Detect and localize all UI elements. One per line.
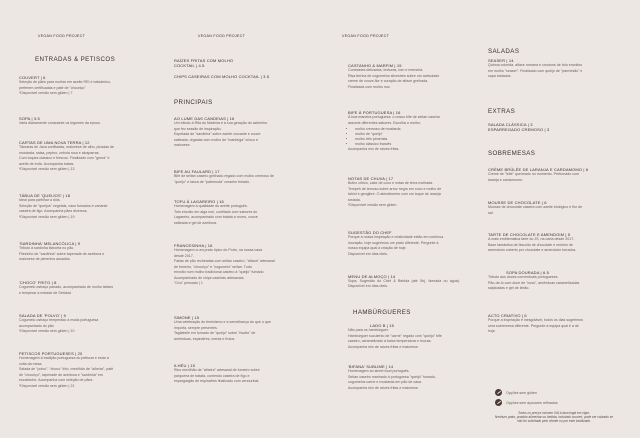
item-name: 'CHOCO' FRITO | 8 bbox=[19, 280, 57, 285]
item-name: SALADA DE 'POLVO' | 9 bbox=[19, 313, 66, 318]
item-desc: salteada e gel de azeitona. bbox=[174, 220, 217, 225]
menu-item bbox=[19, 116, 131, 126]
item-desc: Acompanha mix de raízes fritas e maionese. bbox=[348, 385, 419, 390]
menu-item bbox=[19, 193, 131, 220]
item-desc: Homenagem à tradição portuguesa do petiscar e estar à bbox=[19, 356, 109, 361]
menu-page-3 bbox=[320, 0, 480, 438]
item-desc: amêndoas, espinafres, menta e frutos. bbox=[174, 336, 236, 341]
menu-item bbox=[348, 230, 460, 257]
item-desc: creme de couve-flor e coração de alface grelhada. bbox=[348, 79, 429, 84]
item-desc: Não para os hambúrguer. bbox=[348, 328, 389, 333]
item-name: AO LUME DAS CANDEIAS | 16 bbox=[174, 116, 235, 121]
item-desc: Lagareiro, acompanhado com batata a murro, couve bbox=[174, 215, 258, 220]
item-desc: Base tamástica de biscoito de chocolate e recheio de bbox=[488, 242, 573, 247]
item-desc: acompanhado do pão bbox=[19, 323, 54, 328]
menu-item bbox=[19, 140, 131, 172]
menu-item bbox=[174, 199, 286, 226]
item-name: MOUSSE DE CHOCOLATE | 6 bbox=[488, 200, 547, 205]
item-desc: Tagliatelle em fumado de "queijo" sobre "risotto" de bbox=[174, 331, 256, 336]
item-desc: amendoim coberto por chocolate e amendoim torrados. bbox=[488, 248, 577, 253]
item-desc: maionese. bbox=[174, 143, 191, 148]
item-desc: escabeche. Acompanha com seleção de pães. bbox=[19, 378, 94, 383]
footnote-line: Todos os preços incluem IVA à taxa legal em vigor. bbox=[518, 411, 590, 415]
item-desc: nossa equipa qual a criação de hoje. bbox=[348, 246, 407, 251]
menu-item bbox=[488, 232, 608, 253]
item-desc: tostada. bbox=[348, 197, 361, 202]
item-desc: Cogumelo ostraço temperado à moda portuguesa bbox=[19, 318, 99, 323]
menu-item bbox=[488, 167, 608, 183]
item-name: BIFE À PORTUGUESA | 16 bbox=[348, 110, 401, 115]
item-desc: parquena de batata, comendo caseira de fígo e bbox=[174, 373, 250, 378]
item-desc: Uma celebração do feminismo e a semelhança do que o que bbox=[174, 320, 271, 325]
item-name: TÁBUA DE 'QUEIJOS' | 18 bbox=[19, 193, 71, 198]
item-desc: Bife de seitan caseiro grelhado regado com molho cremoso de bbox=[174, 174, 274, 179]
section-title-saladas: SALADAS bbox=[488, 48, 520, 55]
item-desc: de fumeiro, "chouriço" e "cogumelo" seitan. Tudo bbox=[174, 264, 252, 269]
item-desc: assume diferentes sabores. Escolha o molho: bbox=[348, 120, 421, 125]
item-name: COUVERT | 6 bbox=[19, 75, 46, 80]
item-name: FRANCESINHA | 16 bbox=[174, 243, 213, 248]
item-desc: À boa maneira portuguesa: o nosso bife de seitan caseiro bbox=[348, 115, 440, 120]
menu-item bbox=[19, 313, 131, 334]
item-desc: preferem certificadas e patê de "chouriço" bbox=[19, 85, 86, 90]
item-desc: importa, sempre presentes. bbox=[174, 325, 218, 330]
item-desc: *Disponível versão sem glúten | 10 bbox=[19, 329, 75, 334]
sugar-free-icon bbox=[495, 399, 502, 406]
item-desc: Homenagem ao street food português. bbox=[348, 369, 410, 374]
item-name: BIFE AU FAULARD | 17 bbox=[174, 169, 220, 174]
menu-page-4 bbox=[480, 0, 640, 438]
item-desc: Ideal para partilhar a dois. bbox=[19, 198, 61, 203]
menu-item bbox=[174, 169, 286, 185]
sauce-options-list bbox=[348, 127, 460, 147]
item-desc: Acompanhado de chips caseiras artesanais. bbox=[174, 275, 245, 280]
legend-label: Opções sem açúcares refinados bbox=[506, 400, 558, 405]
item-name: SOPA DOURADA | 6.5 bbox=[506, 270, 550, 275]
item-desc: Tributo aos doces conventuais portugueses. bbox=[488, 275, 559, 280]
item-desc: Homenagem a um prato típico do Porto, na nossa casa bbox=[174, 248, 263, 253]
item-desc: Varia diariamente consoante os legumes da época. bbox=[19, 121, 101, 126]
menu-item bbox=[174, 58, 246, 68]
item-desc: envolto num molho tradicional caseiro à "queijo" fumado. bbox=[174, 270, 265, 275]
item-desc: *Disponível versão sem glúten | 21 bbox=[19, 383, 75, 388]
item-desc: Bolho cítrico, calor de coco e notas de terra molhada. bbox=[348, 181, 434, 186]
footnote-line: não for solicitado pelo cliente ou por este inutilizado. bbox=[517, 419, 591, 424]
item-desc: hoje. bbox=[488, 329, 496, 334]
extras-list bbox=[488, 122, 600, 132]
menu-item bbox=[19, 75, 131, 96]
item-desc: Homenagem à qualidade do azeite português. bbox=[174, 204, 248, 209]
menu-item bbox=[174, 74, 286, 79]
item-desc: *Disponível versão sem glúten | 7 bbox=[19, 91, 73, 96]
menu-item bbox=[488, 313, 608, 334]
item-desc: Cogumelo ostraço panado, acompanhado de molho tártaro bbox=[19, 285, 114, 290]
item-desc: A mais emblemática tarte do JS, na carta desde 2017. bbox=[488, 237, 575, 242]
item-name: TOFU À LAGAREIRO | 16 bbox=[174, 199, 224, 204]
menu-item bbox=[348, 176, 460, 208]
item-desc: Tâmaras de Jaca confitadas, maionese de alho, picadas de bbox=[19, 145, 114, 150]
item-name: TARTE DE CHOCOLATE E AMENDOIM | 5 bbox=[488, 232, 571, 237]
item-name: SIMONE | 15 bbox=[174, 315, 200, 320]
item-desc: Tempeh de temoso sobre arroz negro em coco e molho de bbox=[348, 186, 442, 191]
item-name: LADO B | 15 bbox=[370, 323, 395, 328]
menu-item bbox=[174, 116, 286, 148]
item-desc: Finalizada com molho noz. bbox=[348, 84, 391, 89]
item-desc: Um tributo à Rita do Madeira e à sua geração do azinheiro bbox=[174, 121, 268, 126]
item-desc: de "chouriço", tapenade de azeitona e "sardinha" em bbox=[19, 372, 104, 377]
item-desc: Tributo à sardinha lisboeta no pão. bbox=[19, 246, 75, 251]
item-desc: uma sobremesa diferente. Pergunte à equipa qual é a de bbox=[488, 323, 579, 328]
item-desc: azeite de trufa. Acompanha tostas. bbox=[19, 161, 75, 166]
legend-gluten-free bbox=[495, 389, 537, 396]
item-name: 'BIFANA' SUBLIME | 14 bbox=[348, 364, 394, 369]
item-desc: Quinoa colorida, alface romana e croutons de tofu envoltos bbox=[488, 63, 583, 68]
menu-item bbox=[19, 241, 131, 262]
extra-item: SALADA CLÁSSICA | 3 bbox=[488, 122, 533, 127]
legend-label: Opções sem glúten bbox=[506, 390, 537, 395]
item-name: 'SARDINHA' MELANCÓLICA | 9 bbox=[19, 241, 81, 246]
item-name: SOPA | 3.5 bbox=[19, 116, 40, 121]
item-name: RAÍZES FRITAS COM MOLHO COCKTAIL | 4.5 bbox=[174, 58, 234, 69]
item-desc: em molho "seaser". Finalizado com queijo de "parmesão" e bbox=[488, 68, 583, 73]
item-desc: Contrastes delicados, texturas, tom e memória. bbox=[348, 68, 424, 73]
menu-item bbox=[348, 274, 460, 289]
item-name: MENU DE ALMOÇO | 14 bbox=[348, 274, 396, 279]
menu-page-2 bbox=[160, 0, 320, 438]
item-desc: Com toques clássico e frescos. Finalizado com "gema" e bbox=[19, 156, 110, 161]
item-desc: desde 2017. bbox=[174, 253, 194, 258]
item-name: SEASER | 14 bbox=[488, 58, 514, 63]
list-item: • molho clássico francês bbox=[355, 142, 460, 147]
item-desc: caseira de figo. Acompanha pães diversos. bbox=[19, 209, 88, 214]
item-desc: *Disponível versão sem glúten bbox=[348, 203, 397, 208]
item-name: CRÈME BRÛLÉE DE LARANJA E CARDAMOMO | 6 bbox=[488, 167, 589, 172]
item-name: CHIPS CASEIRAS COM MOLHO COCKTAIL | 3.5 bbox=[174, 74, 270, 79]
project-label: VEGAN FOOD PROJECT bbox=[198, 34, 246, 38]
item-desc: Fatias de pão recheadas com seitan caseiro, "afiana" artesanal bbox=[174, 259, 275, 264]
item-desc: sal. bbox=[488, 210, 494, 215]
item-desc: cogumelos carne e mostarda em pão de casa. bbox=[348, 380, 422, 385]
extra-item: ESPARREGADO CREMOSO | 3 bbox=[488, 127, 550, 133]
item-name: ACTO CRIATIVO | 6 bbox=[488, 313, 527, 318]
item-desc: laranja e cardamomo. bbox=[488, 177, 523, 182]
gluten-free-icon bbox=[495, 389, 502, 396]
section-title-hamburgueres: HAMBÚRGUERES bbox=[353, 309, 411, 316]
section-title-extras: EXTRAS bbox=[488, 108, 516, 115]
item-name: SUGESTÃO DO CHEF bbox=[348, 230, 392, 235]
section-title-principais: PRINCIPAIS bbox=[174, 99, 213, 106]
item-desc: volta da mesa. bbox=[19, 361, 43, 366]
menu-item bbox=[348, 364, 460, 391]
item-name: CASTANHO & MARFIM | 15 bbox=[348, 63, 402, 68]
item-desc: caseiro, caramelizado à baixa temperatura e toucas. bbox=[348, 339, 432, 344]
menu-item bbox=[348, 63, 460, 90]
item-desc: Creme de "leite" queimado no momento. Perfumado com bbox=[488, 172, 580, 177]
project-label: VEGAN FOOD PROJECT bbox=[38, 34, 86, 38]
item-desc: *Disponível versão sem glúten | 19 bbox=[19, 214, 75, 219]
menu-item bbox=[19, 280, 131, 296]
menu-item bbox=[174, 315, 286, 342]
item-desc: salpicadas e gel de limão. bbox=[488, 286, 530, 291]
item-name: NOTAS DE CHUVA | 17 bbox=[348, 176, 394, 181]
item-desc: espargargão de espinafres finalizado com cenourinal. bbox=[174, 379, 260, 384]
menu-item bbox=[488, 200, 608, 216]
item-desc: Acompanha mix de raízes fritas e maionese. bbox=[348, 344, 419, 349]
item-desc: Disponível em dias úteis. bbox=[348, 251, 388, 256]
item-name: PETISCOS PORTUGUESES | 20 bbox=[19, 351, 83, 356]
item-desc: Seitan caseiro marinado à portuguesa "queijo" fumado, bbox=[348, 374, 436, 379]
item-desc: maionese de pimentos assados. bbox=[19, 257, 71, 262]
footnote-line: Nenhum prato, produto alimentar ou bebida, incluindo couvert, pode ser cobrado se bbox=[494, 415, 614, 420]
item-desc: Filezinho de "sardinha" sobre tapenade de azeitona e bbox=[19, 251, 105, 256]
section-title-entradas: ENTRADAS & PETISCOS bbox=[35, 56, 116, 63]
item-desc: Seleção de pães para molhar em azeite REI e balsâmico, bbox=[19, 80, 111, 85]
menu-item bbox=[348, 110, 460, 152]
item-desc: inovação, hoje sugerimos um prato diferente. Pergunte à bbox=[348, 240, 439, 245]
list-item: • molho de "queijo" bbox=[355, 132, 460, 137]
item-desc: Rico mexilhão de "alheira" artesanal de fumeiro sobre bbox=[174, 368, 260, 373]
item-desc: mostarda, salsa, pepino, cebola roxa e alcaparras. bbox=[19, 150, 100, 155]
menu-item bbox=[348, 323, 460, 350]
project-label: VEGAN FOOD PROJECT bbox=[342, 34, 390, 38]
legend-sugar-free bbox=[495, 399, 558, 406]
menu-item bbox=[19, 351, 131, 389]
section-title-sobremesas: SOBREMESAS bbox=[488, 150, 536, 157]
item-desc: *Disponível versão sem glúten | 13 bbox=[19, 167, 75, 172]
menu-item bbox=[488, 270, 608, 291]
item-desc: Sopa, Sugestão do Chef & Bebida (até 5h), bienada ou água). Disponível em dias úteis. bbox=[348, 279, 460, 289]
menu-item bbox=[174, 243, 286, 286]
list-item: • molho três pimentas bbox=[355, 137, 460, 142]
item-desc: que fez sessão de inspiração. bbox=[174, 126, 222, 131]
item-desc: capa tostados. bbox=[488, 74, 512, 79]
item-desc: Tofu envolto em alga nori, confitado com sabores do bbox=[174, 209, 258, 214]
item-desc: tahini e gengibre. O atendimento com um toque de laranja bbox=[348, 192, 441, 197]
menu-item bbox=[488, 58, 608, 79]
menu-item bbox=[174, 363, 286, 384]
item-desc: Seleção de "queijos" vegetais, caso fumados e variante bbox=[19, 203, 108, 208]
item-desc: Acompanha mix de raízes fritas. bbox=[348, 146, 400, 151]
item-desc: Risa terrina de cogumelos silvestres sobre um aveludado bbox=[348, 73, 440, 78]
footnote bbox=[494, 411, 614, 424]
item-desc: Mousse de chocolate caseira com azeite biológico e flor de bbox=[488, 205, 583, 210]
item-desc: Salada de "polvo", "choco" frito, mexilhão de "alheira", patê bbox=[19, 367, 114, 372]
item-desc: Espetada de "sardinha" sobre azeite crocante e couve bbox=[174, 132, 261, 137]
item-desc: "Ovo" pensado | 1 bbox=[174, 281, 203, 286]
item-desc: Porque a nossa inspiração e criatividade estão em contínua bbox=[348, 235, 444, 240]
item-desc: Hambúrguer suculento de "carne" regado com "queijo" bife bbox=[348, 333, 442, 338]
item-desc: salteada, regadas com molho de "manteiga" crioco e bbox=[174, 137, 259, 142]
item-desc: Pão-de-ló com doce de "ovos", amêndoas caramelizadas bbox=[488, 280, 580, 285]
list-item: • molho cremoso de mostarda bbox=[355, 127, 460, 132]
item-name: ILHÉU | 15 bbox=[174, 363, 195, 368]
item-desc: e temperar a metade de Setúbal. bbox=[19, 290, 72, 295]
item-desc: "queijo" e tasca de "patrimoda" creaelm frelado. bbox=[174, 179, 251, 184]
item-desc: Porque a inspiração é inesgotável, todos os dias sugerimos bbox=[488, 318, 583, 323]
menu-page-1 bbox=[0, 0, 160, 438]
item-name: CARTAS DE UMA NOVA TERRA | 12 bbox=[19, 140, 90, 145]
